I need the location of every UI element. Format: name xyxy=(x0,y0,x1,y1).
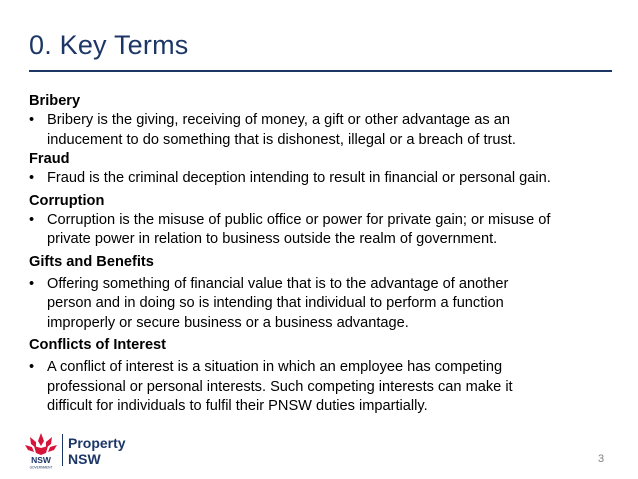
definition-text: A conflict of interest is a situation in which an employee has competing professional or personal interests. Such competing interests can make it difficult for individuals to fulfil their PNSW duties impartially. xyxy=(47,359,513,414)
bullet-icon: • xyxy=(29,112,35,128)
term-definition xyxy=(29,275,619,334)
key-terms-list xyxy=(29,92,619,417)
term-heading: Gifts and Benefits xyxy=(29,253,154,270)
term-heading: Bribery xyxy=(29,93,81,109)
definition-text: Offering something of financial value that is to the advantage of another person and in doing so is intending that individual to perform a function improperly or secure business or a business advantage. xyxy=(47,275,509,331)
term-heading: Fraud xyxy=(29,151,70,167)
definition-text: Corruption is the misuse of public office or power for private gain; or misuse of private power in relation to business outside the realm of government. xyxy=(47,211,551,247)
page-number: 3 xyxy=(598,453,605,465)
term-definition xyxy=(29,358,619,417)
definition-text: Bribery is the giving, receiving of money, a gift or other advantage as an inducement to do something that is dishonest, illegal or a breach of trust. xyxy=(47,112,516,148)
bullet-icon: • xyxy=(29,211,35,228)
term-fraud xyxy=(29,150,619,189)
bullet-icon: • xyxy=(29,170,35,186)
page-title: 0. Key Terms xyxy=(29,30,189,60)
term-heading: Corruption xyxy=(29,192,105,209)
title-divider xyxy=(29,70,612,72)
term-gifts-and-benefits xyxy=(29,253,619,334)
term-heading: Conflicts of Interest xyxy=(29,337,167,353)
gov-text: NSW xyxy=(31,455,51,465)
term-definition xyxy=(29,111,619,150)
waratah-icon xyxy=(21,430,61,470)
bullet-icon: • xyxy=(29,359,35,375)
definition-text: Fraud is the criminal deception intending to result in financial or personal gain. xyxy=(47,170,551,186)
logo-line-nsw: NSW xyxy=(68,451,101,467)
logo-line-property: Property xyxy=(68,435,126,451)
property-nsw-logo xyxy=(21,430,151,470)
gov-subtext: GOVERNMENT xyxy=(29,465,53,470)
term-corruption xyxy=(29,192,619,250)
term-conflicts-of-interest xyxy=(29,336,619,417)
bullet-icon: • xyxy=(29,275,35,292)
term-definition xyxy=(29,211,619,250)
logo-separator xyxy=(62,434,63,466)
term-definition xyxy=(29,169,619,189)
term-bribery xyxy=(29,92,619,150)
